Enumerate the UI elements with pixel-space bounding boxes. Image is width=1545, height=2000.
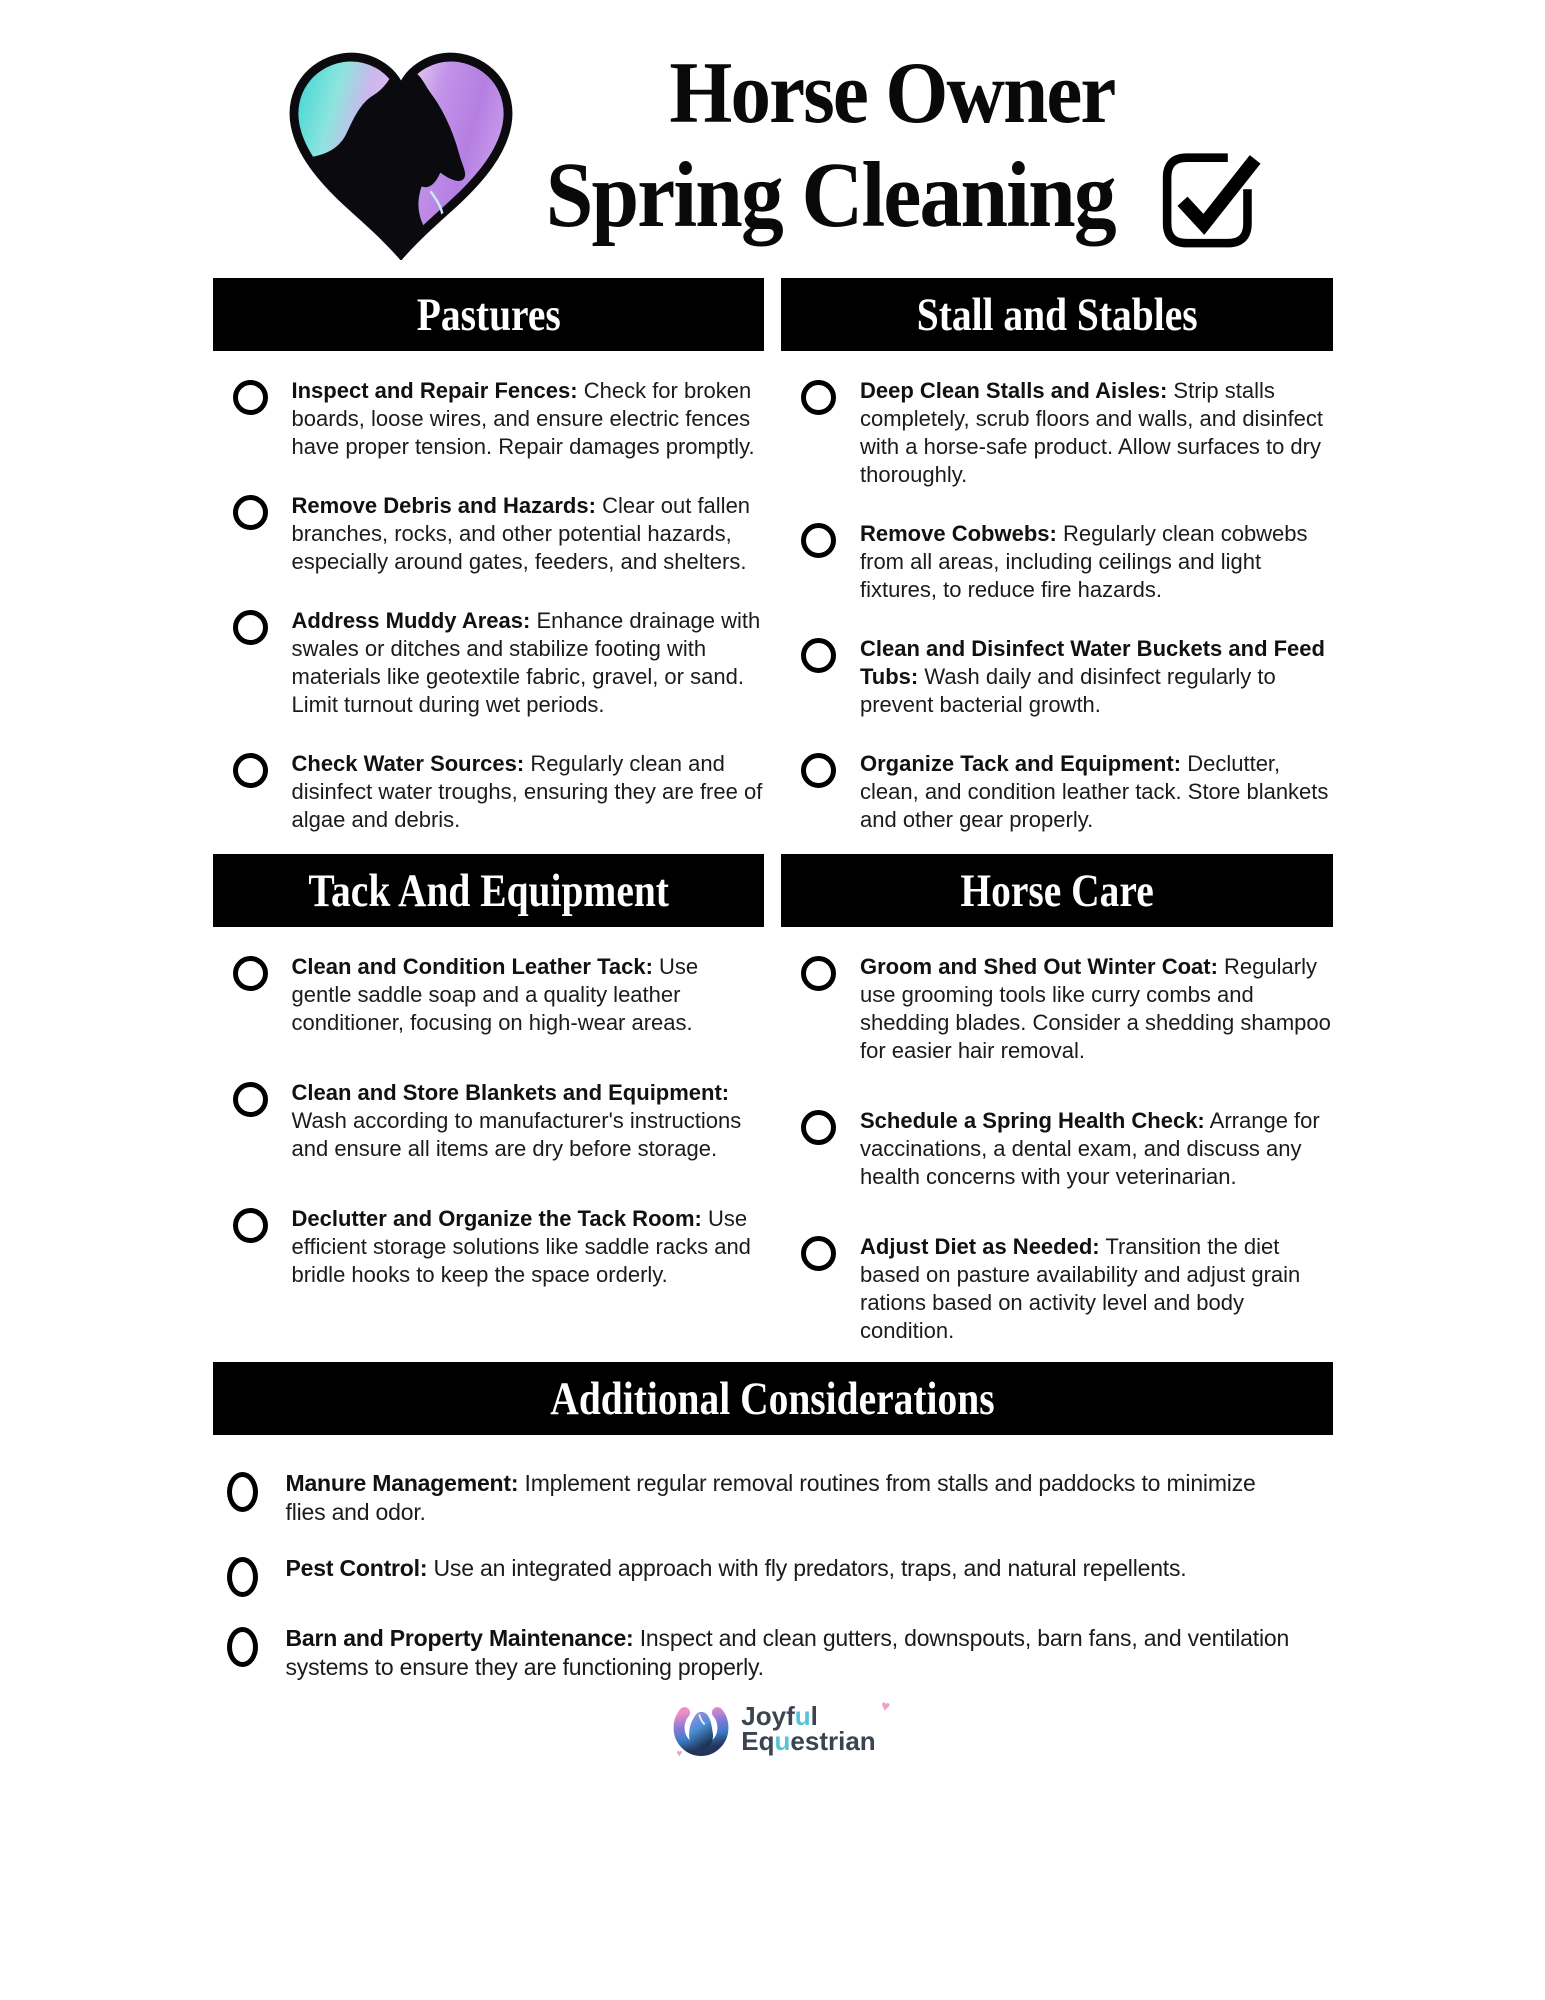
section-pastures: [213, 278, 765, 834]
section-horse-care: [781, 854, 1333, 1345]
checklist-item-label: Clean and Condition Leather Tack:: [291, 954, 653, 979]
checklist-item: [233, 750, 765, 834]
checklist-item-label: Pest Control:: [285, 1555, 428, 1581]
checked-checkbox-icon: [1156, 146, 1262, 248]
checklist-item-label: Schedule a Spring Health Check:: [860, 1108, 1205, 1133]
checklist-item-text: Barn and Property Maintenance: Inspect and clean gutters, downspouts, barn fans, and ventilation systems to ensure they are functioning properly.: [285, 1625, 1290, 1680]
footer-brand: [0, 1694, 1545, 1764]
checkbox-circle[interactable]: [233, 495, 268, 530]
checklist-item-label: Groom and Shed Out Winter Coat:: [860, 954, 1218, 979]
checklist-item: [227, 1624, 1333, 1682]
checklist-item-text: Clean and Disinfect Water Buckets and Feed Tubs: Wash daily and disinfect regularly to prevent bacterial growth.: [860, 636, 1325, 717]
page-title-line1: Horse Owner: [668, 45, 1115, 142]
checklist-item-text: Pest Control: Use an integrated approach with fly predators, traps, and natural repellents.: [285, 1555, 1187, 1581]
checklist-item-text: Manure Management: Implement regular removal routines from stalls and paddocks to minimize flies and odor.: [285, 1470, 1256, 1525]
section-tack-and-equipment: [213, 854, 765, 1345]
brand-word-equestrian: Equestrian: [741, 1726, 876, 1756]
checklist-item-text: Organize Tack and Equipment: Declutter, clean, and condition leather tack. Store blankets and other gear properly.: [860, 751, 1329, 832]
checkbox-circle[interactable]: [233, 956, 268, 991]
checklist-item-label: Declutter and Organize the Tack Room:: [291, 1206, 702, 1231]
checklist-item: [233, 607, 765, 719]
checklist-item: [233, 1205, 765, 1289]
checklist-item-label: Address Muddy Areas:: [291, 608, 531, 633]
checklist-item-label: Organize Tack and Equipment:: [860, 751, 1182, 776]
checkbox-circle[interactable]: [233, 753, 268, 788]
checkbox-circle[interactable]: [801, 956, 836, 991]
section-header-pastures: Pastures: [213, 278, 765, 351]
checkbox-circle[interactable]: [227, 1472, 258, 1512]
checklist-item-text: Schedule a Spring Health Check: Arrange for vaccinations, a dental exam, and discuss any health concerns with your veterinarian.: [860, 1108, 1320, 1189]
section-header-additional-considerations: Additional Considerations: [213, 1362, 1333, 1435]
checklist-items: [213, 351, 765, 834]
checklist-item-label: Inspect and Repair Fences:: [291, 378, 578, 403]
checklist-items: [781, 927, 1333, 1345]
brand-wordmark: [741, 1697, 892, 1756]
checklist-item-label: Manure Management:: [285, 1470, 519, 1496]
mini-heart-icon: ♥: [676, 1748, 683, 1760]
section-stall-and-stables: [781, 278, 1333, 834]
checklist-item: [801, 635, 1333, 719]
checklist-item: [233, 953, 765, 1037]
brand-word-joyful: Joyful ♥: [741, 1704, 875, 1729]
checklist-item-label: Clean and Store Blankets and Equipment:: [291, 1080, 730, 1105]
checklist-item-text: Inspect and Repair Fences: Check for broken boards, loose wires, and ensure electric fences have proper tension. Repair damages promptly.: [291, 378, 755, 459]
checklist-item: [801, 520, 1333, 604]
checkbox-circle[interactable]: [233, 1082, 268, 1117]
checklist-item: [233, 1079, 765, 1163]
checkbox-circle[interactable]: [801, 380, 836, 415]
checklist-item-label: Remove Cobwebs:: [860, 521, 1057, 546]
checkbox-circle[interactable]: [233, 610, 268, 645]
checklist-item-label: Deep Clean Stalls and Aisles:: [860, 378, 1168, 403]
stylized-u-glyph: u: [794, 1701, 811, 1731]
checklist-item-text: Clean and Condition Leather Tack: Use gentle saddle soap and a quality leather conditioner, focusing on high-wear areas.: [291, 954, 699, 1035]
checklist-item-text: Deep Clean Stalls and Aisles: Strip stalls completely, scrub floors and walls, and disinfect with a horse-safe product. Allow surfaces to dry thoroughly.: [860, 378, 1324, 487]
checklist-item: [801, 377, 1333, 489]
checklist-item: [801, 1233, 1333, 1345]
checklist-item-text: Remove Cobwebs: Regularly clean cobwebs from all areas, including ceilings and light fixtures, to reduce fire hazards.: [860, 521, 1308, 602]
checklist-item: [227, 1554, 1333, 1597]
stylized-u-glyph: u: [774, 1726, 791, 1756]
heart-horse-logo: [283, 48, 519, 260]
checklist-item-text: Groom and Shed Out Winter Coat: Regularly use grooming tools like curry combs and shedding blades. Consider a shedding shampoo for easier hair removal.: [860, 954, 1331, 1063]
checklist-item-text: Address Muddy Areas: Enhance drainage with swales or ditches and stabilize footing with materials like geotextile fabric, gravel, or sand. Limit turnout during wet periods.: [291, 608, 761, 717]
section-additional-considerations: [213, 1362, 1333, 1682]
checkbox-circle[interactable]: [801, 1110, 836, 1145]
checklist-item: [801, 1107, 1333, 1191]
checkbox-circle[interactable]: [233, 1208, 268, 1243]
checklist-item-text: Remove Debris and Hazards: Clear out fallen branches, rocks, and other potential hazards, especially around gates, feeders, and shelters.: [291, 493, 751, 574]
checklist-item: [801, 750, 1333, 834]
checkbox-circle[interactable]: [233, 380, 268, 415]
checkbox-circle[interactable]: [801, 1236, 836, 1271]
header: [0, 0, 1545, 260]
section-header-stall-and-stables: Stall and Stables: [781, 278, 1333, 351]
checklist-item: [233, 492, 765, 576]
checklist-items: [213, 927, 765, 1289]
checklist-item-label: Remove Debris and Hazards:: [291, 493, 596, 518]
checkbox-circle[interactable]: [801, 753, 836, 788]
checkbox-circle[interactable]: [801, 638, 836, 673]
checklist-item-label: Clean and Disinfect Water Buckets and Feed Tubs:: [860, 636, 1325, 689]
checklist-item-label: Barn and Property Maintenance:: [285, 1625, 634, 1651]
mini-heart-icon: ♥: [879, 1697, 892, 1716]
checkbox-circle[interactable]: [801, 523, 836, 558]
page-title: [521, 45, 1262, 248]
checklist-item-text: Adjust Diet as Needed: Transition the diet based on pasture availability and adjust grain rations based on activity level and body condition.: [860, 1234, 1301, 1343]
page-title-line2: Spring Cleaning: [521, 142, 1262, 248]
checkbox-circle[interactable]: [227, 1627, 258, 1667]
checklist-item: [227, 1469, 1333, 1527]
checklist-item: [233, 377, 765, 461]
section-header-tack-and-equipment: Tack And Equipment: [213, 854, 765, 927]
checklist-item-label: Adjust Diet as Needed:: [860, 1234, 1100, 1259]
checklist-item-text: Check Water Sources: Regularly clean and disinfect water troughs, ensuring they are free of algae and debris.: [291, 751, 763, 832]
checklist-item-text: Clean and Store Blankets and Equipment: Wash according to manufacturer's instructions and ensure all items are dry before storage.: [291, 1080, 742, 1161]
checklist-items: [781, 351, 1333, 834]
checklist-item-label: Check Water Sources:: [291, 751, 525, 776]
checkbox-circle[interactable]: [227, 1557, 258, 1597]
horseshoe-logo-icon: [669, 1694, 733, 1764]
checklist-item-text: Declutter and Organize the Tack Room: Use efficient storage solutions like saddle racks and bridle hooks to keep the space orderly.: [291, 1206, 751, 1287]
section-header-horse-care: Horse Care: [781, 854, 1333, 927]
checklist-item: [801, 953, 1333, 1065]
checklist-items: [213, 1435, 1333, 1682]
checklist-grid: [213, 278, 1333, 1682]
